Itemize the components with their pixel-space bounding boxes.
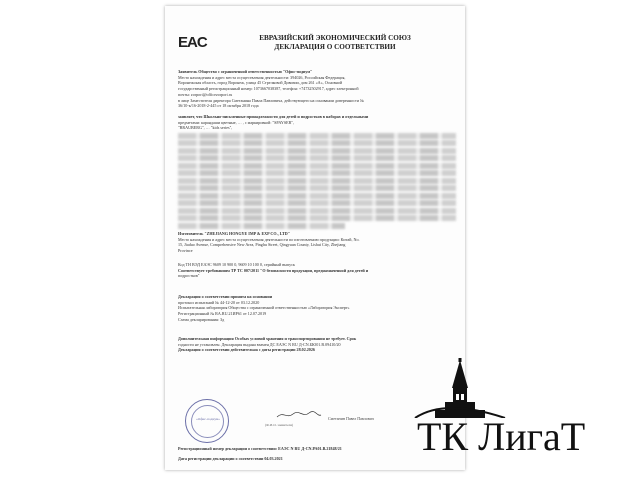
basis-block: Декларация о соответствии принята на основании протокол испытаний № 44-12-20 от 03.12.2020 Испытательная лаборатория Общества с ограниченной ответственностью «Лаборатория Эксперт» Регистрационный № RA.RU.21ИР61 от 12.07.2019 Схема декларирования: 3д <box>178 294 350 322</box>
additional-info-block: Дополнительная информация Особых условий хранения и транспортирования не требует. Срок годности не установлен. Декларация выдана взамен ДС ЕАЭС N RU Д-CN.БЮ01.В.09410/20 Декларация о соответствии действительна с даты регистрации 28.02.2026 <box>178 336 357 353</box>
applicant-block: Заявитель Общество с ограниченной ответственностью "Офис-подиум" Место нахождения и адрес места осуществления деятельности: 394026, Российская Федерация, Воронежская область, город Воронеж, улица 45 Стрелковой Дивизии, дом 261 «А», Основной государственный регистрационный номер: 1073667038387, телефон: +74732502917, адрес электронной почты: zorport@officezorport.ru в лице Заместителя директора Сметанина Павла Павловича, действующего на основании доверенности № 36/10-к/16-2018-2-445 от 18 октября 2018 года <box>178 69 364 109</box>
redacted-product-list <box>178 133 456 229</box>
kremlin-tower-icon <box>405 358 525 418</box>
signatory-caption: (Ф.И.О. заявителя) <box>265 423 294 427</box>
registration-block: Регистрационный номер декларации о соответствии: ЕАЭС N RU Д-CN.РА01.В.21848/21 Дата регистрации декларации о соответствии 04.03.2021 <box>178 446 342 461</box>
eac-emblem: EAC <box>178 34 207 51</box>
brand-logo-text: ТК ЛигаТ <box>417 414 586 459</box>
codes-block: Код ТН ВЭД ЕАЭС 9609 10 900 0, 9609 10 100 0, серийный выпуск Соответствует требованиям ТР ТС 007/2011 "О безопасности продукции, предназначенной для детей и подростков" <box>178 262 369 279</box>
manufacturer-block: Изготовитель "ZHEJIANG HONGYE IMP & EXP CO., LTD" Место нахождения и адрес места осуществления деятельности по изготовлению продукции: Китай, No. 15, Jiaduo Avenue, Comprehensive New Area, Pinghu Street, Qingyuan County, Lishui City, Zhejiang Province <box>178 231 360 254</box>
signature-scribble <box>275 410 323 420</box>
seal-stamp: «Офис-подиум» <box>185 399 229 443</box>
document-title: ЕВРАЗИЙСКИЙ ЭКОНОМИЧЕСКИЙ СОЮЗ ДЕКЛАРАЦИЯ О СООТВЕТСТВИИ <box>259 34 411 51</box>
declaration-block: заявляет, что Школьно-письменные принадлежности для детей и подростков в наборах и отдельными предметами: карандаши цветные, … , с маркировкой: "SPAYSER", "BRAUBERG", … "kids series", <box>178 114 456 230</box>
signatory-name: Сметанин Павел Павлович <box>328 416 374 421</box>
